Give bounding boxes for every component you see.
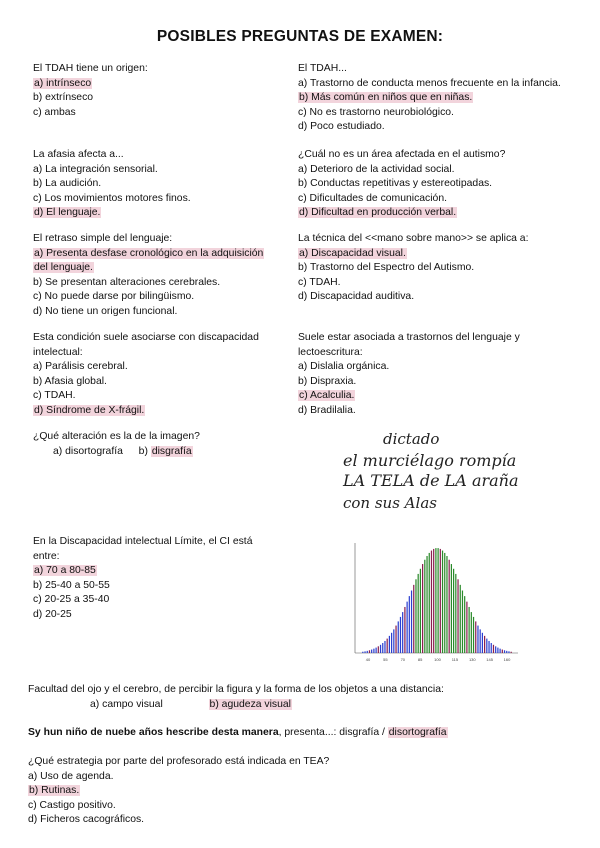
question-text: Esta condición suele asociarse con discapacidad	[33, 332, 259, 343]
histogram-bar	[402, 612, 403, 653]
x-tick-label: 115	[451, 657, 459, 662]
answer-option[interactable]: c) Los movimientos motores finos.	[33, 192, 191, 204]
answer-option-correct[interactable]: disgrafía	[151, 445, 192, 457]
question-text: En la Discapacidad intelectual Límite, el CI está	[33, 536, 253, 547]
histogram-bar	[453, 569, 454, 653]
histogram-bar	[511, 652, 512, 653]
x-tick-label: 100	[434, 657, 441, 662]
answer-option[interactable]: a) Trastorno de conducta menos frecuente en la infancia.	[298, 77, 561, 89]
answer-option[interactable]: b) Conductas repetitivas y estereotipadas.	[298, 178, 493, 190]
answer-option[interactable]: c) No es trastorno neurobiológico.	[298, 106, 454, 118]
answer-option[interactable]: d) Ficheros cacográficos.	[28, 814, 145, 826]
question-text: Suele estar asociada a trastornos del lenguaje y	[298, 332, 520, 343]
histogram-bar	[380, 645, 381, 653]
answer-option-correct[interactable]: b) Rutinas.	[29, 785, 80, 797]
answer-option[interactable]: b) extrínseco	[33, 92, 94, 104]
handwriting-sample-image	[338, 428, 538, 518]
answer-option-correct[interactable]: d) Dificultad en producción verbal.	[299, 207, 457, 219]
histogram-bar	[504, 650, 505, 653]
answer-option[interactable]: c) 20-25 a 35-40	[33, 594, 110, 606]
histogram-bar	[455, 574, 456, 653]
answer-option-correct[interactable]: a) Discapacidad visual.	[299, 247, 406, 259]
histogram-bar	[464, 596, 465, 653]
question-ci-limite	[33, 535, 252, 623]
question-text: La afasia afecta a...	[33, 149, 124, 160]
question-text: El TDAH tiene un origen:	[33, 63, 148, 74]
answer-option-correct[interactable]: d) Síndrome de X-frágil.	[34, 404, 145, 416]
histogram-bar	[495, 646, 496, 653]
histogram-bar	[395, 626, 396, 653]
question-text: ¿Qué alteración es la de la imagen?	[33, 431, 200, 442]
histogram-bar	[502, 650, 503, 653]
histogram-bar	[486, 639, 487, 653]
x-tick-label: 145	[486, 657, 493, 662]
histogram-bar	[384, 641, 385, 653]
handwriting-line: LA TELA de LA araña	[343, 471, 519, 490]
histogram-bar	[404, 607, 405, 653]
histogram-bar	[424, 560, 425, 653]
x-tick-label: 160	[503, 657, 511, 662]
answer-option-correct[interactable]: disortografía	[388, 727, 447, 738]
histogram-bar	[413, 585, 414, 653]
question-retraso-lenguaje	[33, 232, 264, 320]
histogram-bar	[415, 579, 416, 653]
x-tick-label: 130	[468, 657, 476, 662]
answer-option[interactable]: c) Castigo positivo.	[28, 799, 116, 811]
histogram-bar	[484, 636, 485, 653]
histogram-bar	[449, 560, 450, 653]
question-text: intelectual:	[33, 346, 83, 358]
answer-option[interactable]: d) 20-25	[33, 608, 72, 620]
histogram-bar	[362, 652, 363, 653]
histogram-bar	[364, 651, 365, 653]
answer-option-label[interactable]: b)	[138, 445, 148, 457]
answer-option-correct[interactable]: b) Más común en niños que en niñas.	[299, 92, 473, 104]
histogram-bar	[460, 585, 461, 653]
answer-option[interactable]: a) campo visual	[90, 698, 163, 710]
answer-option[interactable]: c) TDAH.	[33, 390, 76, 402]
bars-group	[362, 548, 512, 653]
histogram-bar	[371, 650, 372, 653]
histogram-bar	[440, 549, 441, 653]
histogram-bar	[497, 648, 498, 653]
answer-option-correct-cont: del lenguaje.	[34, 262, 93, 274]
histogram-bar	[411, 591, 412, 654]
histogram-bar	[400, 617, 401, 653]
histogram-bar	[387, 639, 388, 653]
question-lectoescritura	[298, 331, 520, 419]
histogram-bar	[391, 633, 392, 653]
answer-option[interactable]: a) Parálisis cerebral.	[33, 361, 128, 373]
histogram-bar	[426, 556, 427, 653]
histogram-bar	[508, 651, 509, 653]
histogram-bar	[422, 564, 423, 653]
question-nino-nueve-anos	[28, 726, 448, 741]
question-tdah	[298, 62, 561, 135]
histogram-bar	[389, 636, 390, 653]
histogram-bar	[451, 564, 452, 653]
histogram-bar	[435, 548, 436, 653]
histogram-bar	[493, 645, 494, 653]
histogram-bar	[471, 612, 472, 653]
question-text-bold: Sy hun niño de nuebe años hescribe desta manera	[28, 727, 279, 738]
histogram-bar	[382, 643, 383, 653]
histogram-bar	[418, 574, 419, 653]
answer-option-correct[interactable]: a) Presenta desfase cronológico en la adquisición	[34, 247, 264, 259]
question-afasia	[33, 148, 191, 221]
question-text: El TDAH...	[298, 63, 347, 74]
answer-option[interactable]: d) No tiene un origen funcional.	[33, 305, 178, 317]
histogram-bar	[393, 629, 394, 653]
answer-option[interactable]: b) La audición.	[33, 178, 102, 190]
histogram-bar	[367, 651, 368, 653]
answer-option[interactable]: a) Uso de agenda.	[28, 770, 114, 782]
handwriting-line: dictado	[383, 430, 440, 448]
answer-option[interactable]: b) 25-40 a 50-55	[33, 579, 110, 591]
histogram-bar	[482, 633, 483, 653]
ticks-group	[366, 657, 511, 662]
answer-option[interactable]: b) Afasia global.	[33, 375, 107, 387]
histogram-bar	[407, 602, 408, 653]
histogram-bar	[444, 553, 445, 653]
histogram-bar	[373, 649, 374, 653]
handwriting-line: con sus Alas	[343, 494, 437, 512]
question-text: Facultad del ojo y el cerebro, de percibir la figura y la forma de los objetos a una distancia:	[28, 684, 444, 695]
x-tick-label: 70	[400, 657, 406, 662]
answer-option-correct[interactable]: b) agudeza visual	[209, 698, 291, 710]
histogram-bar	[477, 626, 478, 653]
answer-option[interactable]: a) La integración sensorial.	[33, 163, 158, 175]
page-title: POSIBLES PREGUNTAS DE EXAMEN:	[156, 28, 444, 45]
question-autismo	[298, 148, 505, 221]
x-tick-label: 40	[365, 657, 371, 662]
x-tick-label: 55	[383, 657, 388, 662]
question-tdah-origen	[33, 62, 148, 120]
histogram-bar	[457, 579, 458, 653]
question-text: lectoescritura:	[298, 346, 363, 358]
iq-distribution-chart	[340, 535, 525, 670]
histogram-bar	[466, 602, 467, 653]
answer-option-correct[interactable]: a) 70 a 80-85	[34, 565, 96, 577]
histogram-bar	[500, 649, 501, 653]
histogram-bar	[398, 621, 399, 653]
answer-option[interactable]: d) Discapacidad auditiva.	[298, 291, 415, 303]
x-tick-label: 85	[417, 657, 423, 662]
histogram-bar	[431, 551, 432, 653]
question-imagen	[33, 430, 200, 459]
answer-option-correct[interactable]: c) Acalculia.	[299, 390, 355, 402]
answer-option[interactable]: c) TDAH.	[298, 276, 341, 288]
answer-option[interactable]: d) Poco estudiado.	[298, 121, 385, 133]
histogram-bar	[442, 551, 443, 653]
histogram-bar	[491, 643, 492, 653]
question-facultad-ojo	[28, 683, 444, 712]
answer-option[interactable]: a) disortografía	[53, 445, 123, 457]
histogram-bar	[488, 641, 489, 653]
answer-option[interactable]: b) Dispraxia.	[298, 375, 357, 387]
histogram-bar	[376, 648, 377, 653]
answer-option[interactable]: c) Dificultades de comunicación.	[298, 192, 448, 204]
question-mano-sobre-mano	[298, 232, 528, 305]
histogram-bar	[506, 651, 507, 653]
answer-option[interactable]: c) No puede darse por bilingüismo.	[33, 291, 195, 303]
answer-option-correct[interactable]: d) El lenguaje.	[34, 207, 101, 219]
histogram-bar	[480, 629, 481, 653]
histogram-bar	[446, 556, 447, 653]
histogram-bar	[475, 621, 476, 653]
histogram-bar	[420, 569, 421, 653]
histogram-bar	[433, 549, 434, 653]
answer-option[interactable]: b) Se presentan alteraciones cerebrales.	[33, 276, 221, 288]
answer-option[interactable]: d) Bradilalia.	[298, 404, 356, 416]
answer-option[interactable]: a) Dislalia orgánica.	[298, 361, 390, 373]
question-text: , presenta...: disgrafía /	[278, 727, 388, 738]
question-text: entre:	[33, 550, 60, 562]
histogram-bar	[369, 650, 370, 653]
question-text: La técnica del <<mano sobre mano>> se aplica a:	[298, 233, 529, 244]
question-text: El retraso simple del lenguaje:	[33, 233, 173, 244]
question-estrategia-tea	[28, 755, 329, 828]
handwriting-line: el murciélago rompía	[343, 451, 517, 470]
histogram-bar	[429, 553, 430, 653]
answer-option-correct[interactable]: a) intrínseco	[34, 77, 92, 89]
answer-option[interactable]: c) ambas	[33, 106, 76, 118]
histogram-bar	[409, 596, 410, 653]
answer-option[interactable]: a) Deterioro de la actividad social.	[298, 163, 455, 175]
question-discapacidad-intelectual	[33, 331, 259, 419]
answer-option[interactable]: b) Trastorno del Espectro del Autismo.	[298, 262, 475, 274]
histogram-bar	[473, 617, 474, 653]
histogram-bar	[378, 646, 379, 653]
histogram-bar	[469, 607, 470, 653]
question-text: ¿Cuál no es un área afectada en el autismo?	[298, 149, 506, 160]
histogram-bar	[438, 548, 439, 653]
question-text: ¿Qué estrategia por parte del profesorado está indicada en TEA?	[28, 756, 330, 767]
histogram-bar	[462, 591, 463, 654]
